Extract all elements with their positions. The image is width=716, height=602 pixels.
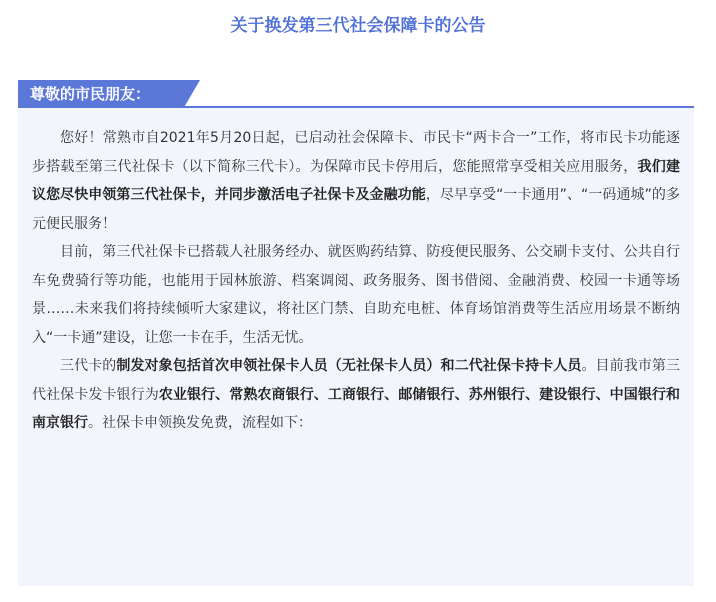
notice-body (18, 108, 694, 586)
text-run: 。社保卡申领换发免费，流程如下： (88, 415, 312, 431)
notice-section (18, 80, 694, 586)
bold-text: 我们建议您尽快申领第三代社保卡，并同步激活电子社保卡及金融功能 (32, 158, 681, 203)
text-run: ，尽早享受“一卡通用”、“一码通城”的多元便民服务！ (32, 187, 680, 232)
text-run: 三代卡的 (60, 358, 117, 374)
section-header (18, 80, 694, 108)
bold-text: 制发对象包括首次申领社保卡人员（无社保卡人员）和二代社保卡持卡人员 (116, 358, 582, 374)
bold-text: 农业银行、常熟农商银行、工商银行、邮储银行、苏州银行、建设银行、中国银行和南京银行 (32, 386, 681, 431)
page-title: 关于换发第三代社会保障卡的公告 (230, 16, 486, 36)
text-run: 目前，第三代社保卡已搭载人社服务经办、就医购药结算、防疫便民服务、公交刷卡支付、公共自行车免费骑行等功能，也能用于园林旅游、档案调阅、政务服务、图书借阅、金融消费、校园一卡通等场景……未来我们将持续倾听大家建议，将社区门禁、自助充电桩、体育场馆消费等生活应用场景不断纳入“一卡通”建设，让您一卡在手，生活无忧。 (32, 244, 680, 346)
text-run: 。目前我市第三代社保卡发卡银行为 (32, 358, 681, 403)
paragraph (32, 124, 680, 238)
greeting-label: 尊敬的市民朋友： (30, 85, 151, 103)
text-run: 您好！常熟市自2021年5月20日起，已启动社会保障卡、市民卡“两卡合一”工作，将市民卡功能逐步搭载至第三代社保卡（以下简称三代卡）。为保障市民卡停用后，您能照常享受相关应用服务， (32, 130, 680, 175)
paragraph (32, 238, 680, 352)
paragraph (32, 352, 680, 438)
